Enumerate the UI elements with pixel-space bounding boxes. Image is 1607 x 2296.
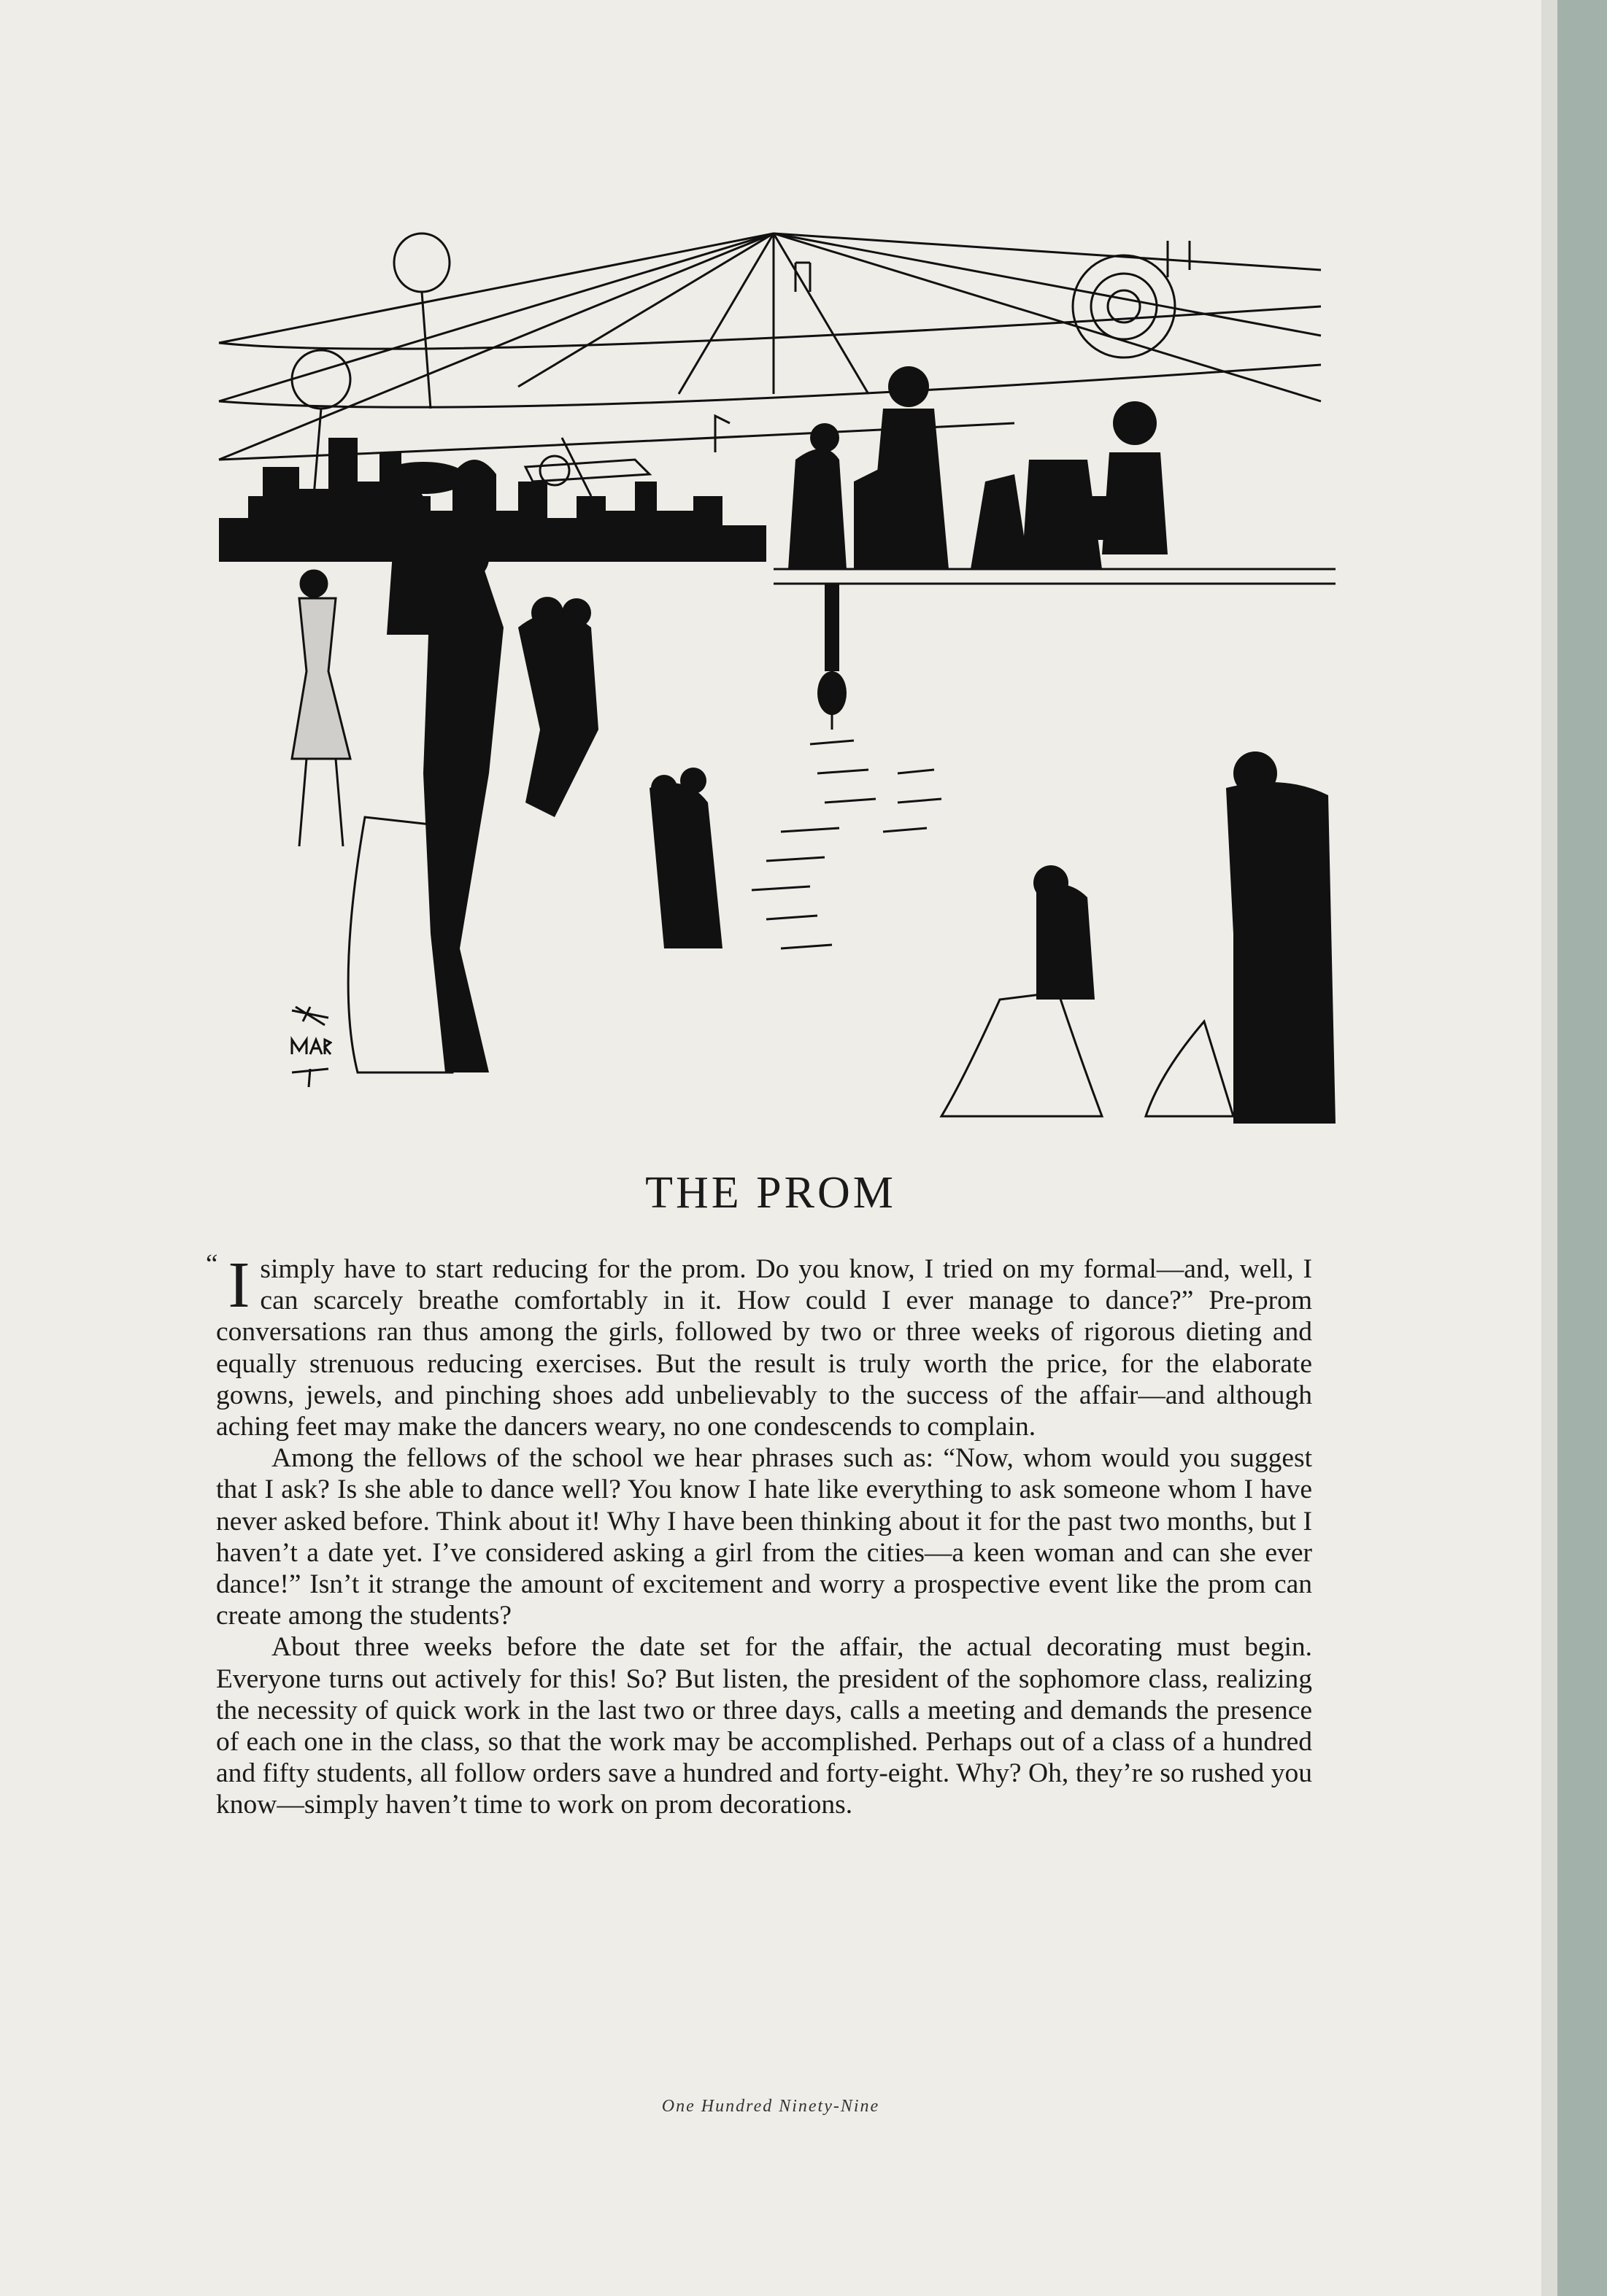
band-clarinetist [788, 449, 847, 569]
band-saxophonist [971, 474, 1029, 569]
gown-right [941, 992, 1102, 1116]
microphone-stand [825, 584, 839, 671]
drop-cap: I [228, 1249, 250, 1321]
page-edge [1541, 0, 1557, 2296]
balloon [394, 233, 450, 292]
man-right [1226, 782, 1336, 1124]
blimp [379, 462, 467, 494]
artist-signature [288, 1003, 332, 1091]
paragraph-3: About three weeks before the date set for the affair, the actual decorating must begin. Everyone turns out actively for this! So? But listen, the president of the sophomore class, realizing the necessity of quick work in the last two or three days, calls a meeting and demands the presence of each one in the class, so that the work may be accomplished. Perhaps out of a class of a hundred and fifty students, all follow orders save a hundred and forty-eight. Why? Oh, they’re so rushed you know—simply haven’t time to work on prom decorations. [216, 1632, 1312, 1820]
opening-quote: “ [206, 1249, 218, 1279]
dancing-couple-middle [518, 613, 598, 817]
prom-illustration-svg [212, 219, 1336, 1124]
page-title: THE PROM [645, 1168, 896, 1218]
paragraph-1 [206, 1249, 1312, 1442]
dancing-couple-right [1036, 884, 1095, 1000]
page-number: One Hundred Ninety-Nine [661, 2097, 880, 2116]
prom-illustration [212, 219, 1336, 1124]
article-body [206, 1249, 1312, 1821]
paragraph-1-text: simply have to start reducing for the prom. Do you know, I tried on my formal—and, well, I can scarcely breathe comfortably in it. How could I ever manage to dance?” Pre-prom conversations ran thus among the girls, followed by two or three weeks of rigorous dieting and equally strenuous reducing exercises. But the result is truly worth the price, for the elaborate gowns, jewels, and pinching shoes add unbelievably to the success of the affair—and although aching feet may make the dancers weary, no one condescends to complain. [216, 1254, 1312, 1442]
paragraph-2: Among the fellows of the school we hear phrases such as: “Now, whom would you suggest that I ask? Is she able to dance well? You know I hate like everything to ask someone whom I have never asked before. Think about it! Why I have been thinking about it for the past two months, but I haven’t a date yet. I’ve considered asking a girl from the cities—a keen woman and can she ever dance!” Isn’t it strange the amount of excitement and worry a prospective event like the prom can create among the students? [216, 1443, 1312, 1631]
striped-couple [650, 783, 722, 948]
drape-line [219, 233, 774, 343]
